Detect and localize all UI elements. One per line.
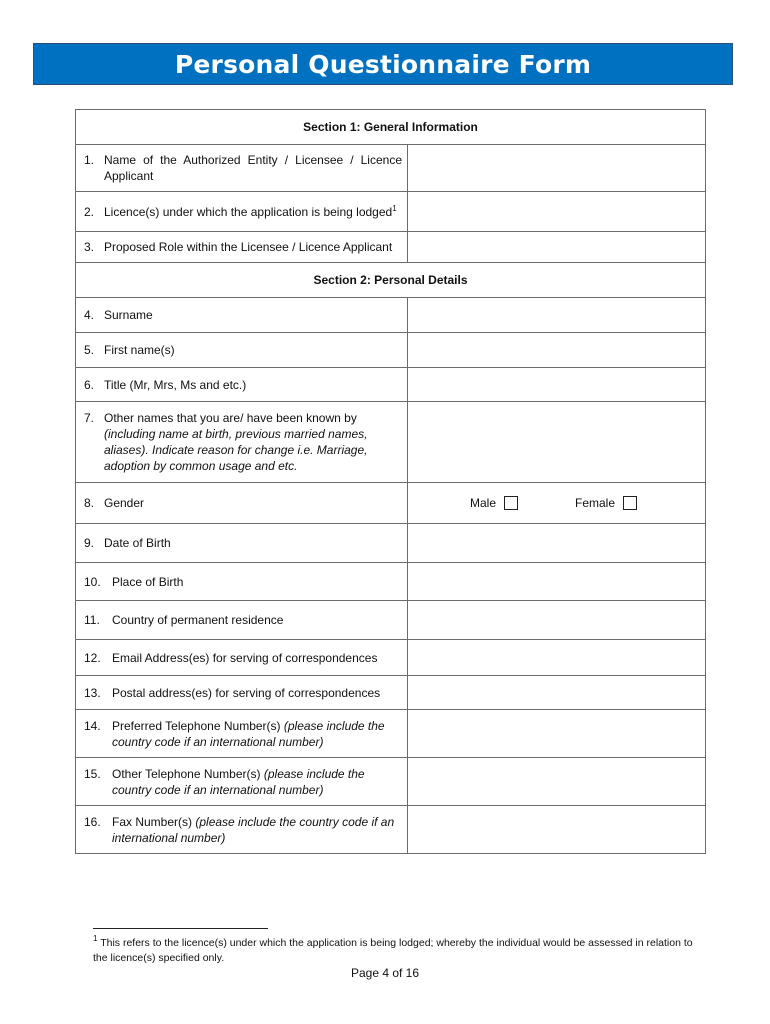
answer-field-other-names[interactable] [408, 402, 706, 483]
gender-female-checkbox[interactable] [623, 496, 637, 510]
question-7-note: (including name at birth, previous married names, aliases). Indicate reason for change i.e. Marriage, adoption by common usage and etc. [104, 427, 368, 473]
question-10-text: Place of Birth [112, 574, 184, 589]
table-row [76, 601, 706, 640]
question-number: 2. [84, 204, 95, 219]
question-11-text: Country of permanent residence [112, 613, 284, 627]
title-banner [33, 43, 733, 85]
question-6-label [76, 368, 408, 402]
answer-field-first-names[interactable] [408, 333, 706, 368]
question-number: 11. [84, 613, 100, 627]
table-row [76, 806, 706, 854]
question-1-label [76, 145, 408, 192]
question-number: 14. [84, 718, 101, 733]
question-9-label [76, 524, 408, 563]
table-row [76, 710, 706, 758]
question-15-text: Other Telephone Number(s) [112, 766, 261, 781]
question-16-text: Fax Number(s) [112, 814, 193, 829]
question-9-text: Date of Birth [104, 536, 171, 550]
section-2-heading: Section 2: Personal Details [76, 263, 706, 298]
table-row [76, 676, 706, 710]
question-8-text: Gender [104, 496, 145, 510]
question-number: 3. [84, 240, 95, 254]
table-row [76, 232, 706, 263]
question-number: 5. [84, 343, 95, 357]
question-number: 8. [84, 496, 95, 510]
gender-male-checkbox[interactable] [504, 496, 518, 510]
answer-field-proposed-role[interactable] [408, 232, 706, 263]
gender-male-label: Male [470, 496, 497, 510]
question-7-label [76, 402, 408, 483]
section-1-header-row [76, 110, 706, 145]
table-row [76, 640, 706, 676]
table-row [76, 192, 706, 232]
question-14-label [76, 710, 408, 758]
question-number: 12. [84, 650, 101, 665]
table-row [76, 563, 706, 601]
answer-field-surname[interactable] [408, 298, 706, 333]
table-row [76, 298, 706, 333]
question-16-label [76, 806, 408, 854]
question-number: 13. [84, 685, 101, 700]
question-12-text: Email Address(es) for serving of correspondences [112, 650, 378, 665]
question-1-line2: Applicant [104, 169, 154, 183]
table-row [76, 145, 706, 192]
footnote-mark: 1 [93, 934, 98, 943]
answer-field-title[interactable] [408, 368, 706, 402]
table-row [76, 483, 706, 524]
question-13-text: Postal address(es) for serving of correspondences [112, 685, 381, 700]
question-15-note: (please include the country code if an international number) [112, 766, 365, 797]
questionnaire-table [75, 109, 706, 854]
answer-field-place-of-birth[interactable] [408, 563, 706, 601]
question-14-text: Preferred Telephone Number(s) [112, 718, 281, 733]
question-number: 7. [84, 411, 95, 425]
question-number: 6. [84, 377, 95, 392]
answer-field-other-telephone[interactable] [408, 758, 706, 806]
gender-male-option[interactable] [470, 496, 518, 510]
question-6-text: Title (Mr, Mrs, Ms and etc.) [104, 377, 247, 392]
question-2-text: Licence(s) under which the application is being lodged [104, 204, 393, 219]
answer-field-date-of-birth[interactable] [408, 524, 706, 563]
answer-field-preferred-telephone[interactable] [408, 710, 706, 758]
form-title: Personal Questionnaire Form [174, 49, 592, 79]
table-row [76, 402, 706, 483]
question-number: 4. [84, 308, 95, 322]
table-row [76, 333, 706, 368]
page-number: Page 4 of 16 [350, 966, 420, 980]
section-1-heading: Section 1: General Information [76, 110, 706, 145]
gender-female-option[interactable] [575, 496, 637, 510]
question-13-label [76, 676, 408, 710]
question-14-note: (please include the country code if an international number) [112, 718, 385, 749]
footnote-reference: 1 [392, 203, 397, 213]
answer-field-licences[interactable] [408, 192, 706, 232]
question-number: 15. [84, 766, 101, 781]
question-7-text: Other names that you are/ have been known by [104, 411, 357, 425]
answer-field-country-of-residence[interactable] [408, 601, 706, 640]
question-5-label [76, 333, 408, 368]
question-2-label [76, 192, 408, 232]
footnote-divider [93, 928, 268, 929]
question-3-text: Proposed Role within the Licensee / Licence Applicant [104, 240, 393, 254]
question-12-label [76, 640, 408, 676]
gender-female-label: Female [575, 496, 616, 510]
footnote-text: This refers to the licence(s) under which the application is being lodged; whereby the individual would be assessed in relation to the licence(s) specified only. [93, 937, 693, 964]
question-number: 10. [84, 574, 101, 589]
question-16-note: (please include the country code if an international number) [112, 814, 395, 845]
section-2-header-row [76, 263, 706, 298]
question-number: 1. [84, 153, 95, 167]
question-11-label [76, 601, 408, 640]
question-15-label [76, 758, 408, 806]
question-1-line1: Name of the Authorized Entity / Licensee / Licence [104, 153, 402, 167]
table-row [76, 524, 706, 563]
answer-field-email-addresses[interactable] [408, 640, 706, 676]
answer-field-postal-addresses[interactable] [408, 676, 706, 710]
question-4-label [76, 298, 408, 333]
gender-options [408, 483, 706, 524]
table-row [76, 758, 706, 806]
question-number: 9. [84, 536, 95, 550]
footnote [93, 936, 693, 966]
question-4-text: Surname [104, 308, 153, 322]
question-3-label [76, 232, 408, 263]
question-8-label [76, 483, 408, 524]
table-row [76, 368, 706, 402]
question-number: 16. [84, 814, 101, 829]
answer-field-entity-name[interactable] [408, 145, 706, 192]
answer-field-fax-numbers[interactable] [408, 806, 706, 854]
question-10-label [76, 563, 408, 601]
question-5-text: First name(s) [104, 343, 175, 357]
